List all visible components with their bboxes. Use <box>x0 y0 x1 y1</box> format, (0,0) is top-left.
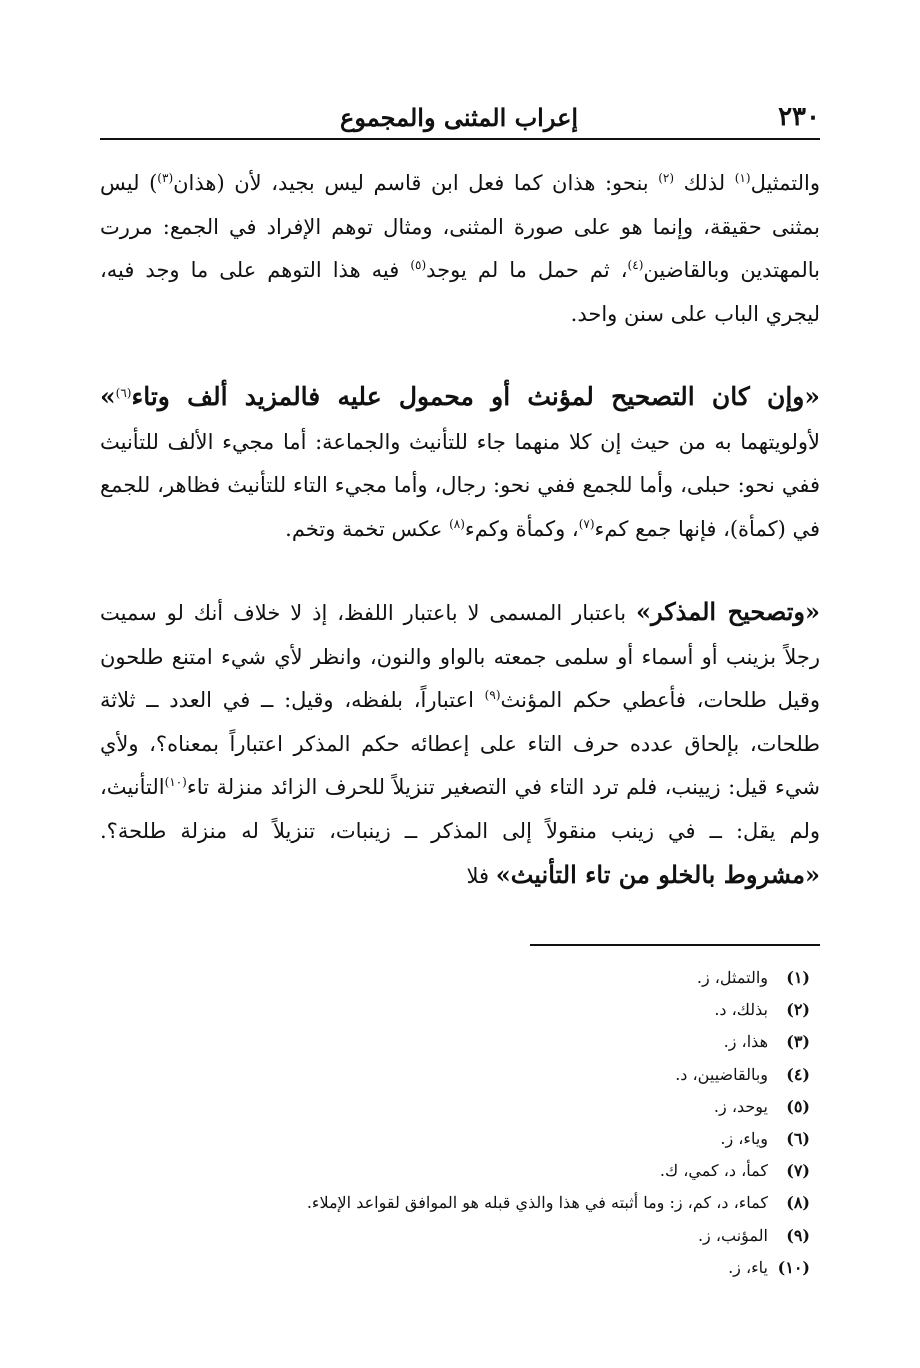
footnote-text: كمأ، د، كمي، ك. <box>659 1161 768 1181</box>
text-run: ، وكمأة وكمء <box>464 516 579 541</box>
section-heading: » <box>100 382 116 411</box>
footnote-number: (٥) <box>786 1096 810 1116</box>
body-text <box>100 162 820 899</box>
footnote <box>100 1220 810 1252</box>
footnote <box>100 1187 810 1219</box>
footnote-number: (٣) <box>786 1032 810 1052</box>
text-run: فيه هذا التوهم على ما وجد فيه، ليجري الباب على سنن واحد. <box>100 258 820 326</box>
text-run: ) ليس بمثنى حقيقة، وإنما هو على صورة المثنى، ومثال توهم الإفراد في الجمع: مررت بالمهتدين وبالقاضين <box>100 171 820 282</box>
footnote <box>100 1059 810 1091</box>
footnote-text: وياء، ز. <box>720 1129 768 1149</box>
footnote-ref: (٣) <box>157 171 174 185</box>
text-run: اعتباراً، بلفظه، وقيل: ــ في العدد ــ ثلاثة طلحات، بإلحاق عدده حرف التاء على إعطائه حكم المذكر اعتباراً بمعناه؟، ولأي شيء قيل: زيينب، فلم ترد التاء في التصغير تنزيلاً للحرف الزائد منزلة تاء <box>100 688 820 799</box>
footnote-number: (١) <box>786 968 810 987</box>
footnote <box>100 994 810 1026</box>
text-run: لذلك <box>674 171 735 195</box>
footnote-number: (٤) <box>786 1064 810 1084</box>
bold-phrase: «وتصحيح المذكر» <box>635 597 820 626</box>
footnote <box>100 1123 810 1155</box>
footnote <box>100 1155 810 1187</box>
text-run: عكس تخمة وتخم. <box>285 516 450 541</box>
footnote-text: يوحد، ز. <box>713 1096 768 1116</box>
text-run: والتمثيل <box>750 171 820 195</box>
footnote-text: المؤنب، ز. <box>697 1225 768 1245</box>
footnote-text: ياء، ز. <box>728 1257 768 1277</box>
footnote-number: (٩) <box>786 1225 810 1245</box>
footnote-number: (١٠) <box>777 1257 810 1277</box>
footnote-number: (٦) <box>786 1129 810 1149</box>
footnote-ref: (١) <box>734 171 751 185</box>
footnote-text: وبالقاضيين، د. <box>675 1064 768 1084</box>
footnote-text: كماء، د، كم، ز: وما أثبته في هذا والذي قبله هو الموافق لقواعد الإملاء. <box>306 1193 768 1213</box>
text-run: بنحو: هذان كما فعل ابن قاسم ليس بجيد، لأن (هذان <box>173 171 659 195</box>
footnote-ref: (٢) <box>658 171 675 185</box>
footnotes-list <box>100 962 810 1284</box>
footnote-number: (٢) <box>786 1000 810 1020</box>
footnote-number: (٨) <box>786 1193 810 1213</box>
footnote-ref: (٦) <box>115 386 132 400</box>
text-run: فلا <box>466 864 496 888</box>
footnote-text: والتمثل، ز. <box>696 968 768 987</box>
footnote <box>100 1252 810 1284</box>
footnote-ref: (٨) <box>449 516 465 531</box>
footnote-ref: (١٠) <box>164 775 187 789</box>
footnote-ref: (٤) <box>627 258 644 272</box>
text-run: التأنيث، ولم يقل: ــ في زينب منقولاً إلى المذكر ــ زينبات، تنزيلاً له منزلة طلحة؟. <box>100 775 820 843</box>
footnote-text: هذا، ز. <box>723 1032 768 1052</box>
footnote-ref: (٩) <box>484 688 501 702</box>
bold-phrase: «مشروط بالخلو من تاء التأنيث» <box>495 860 820 889</box>
footnote-number: (٧) <box>786 1161 810 1181</box>
footnote-text: بذلك، د. <box>714 1000 768 1020</box>
paragraph <box>100 162 820 336</box>
footnote-divider <box>530 944 820 946</box>
text-run: ، ثم حمل ما لم يوجد <box>426 258 628 282</box>
footnote-ref: (٥) <box>410 258 427 272</box>
page-number: ٢٣٠ <box>778 102 820 132</box>
text-run: لأولويتهما به من حيث إن كلا منهما جاء للتأنيث والجماعة: أما مجيء الألف للتأنيث ففي نحو: حبلى، وأما للجمع ففي نحو: رجال، وأما مجيء التاء للتأنيث فظاهر، للجمع في (كمأة)، فإنها جمع كمء <box>100 429 820 541</box>
paragraph <box>100 375 820 551</box>
running-title: إعراب المثنى والمجموع <box>340 103 579 132</box>
page-header <box>100 100 820 140</box>
text-run: باعتبار المسمى لا باعتبار اللفظ، إذ لا خلاف أنك لو سميت رجلاً بزينب أو أسماء أو سلمى جمعته بالواو والنون، وانظر لأي شيء امتنع طلحون وقيل طلحات، فأعطي حكم المؤنث <box>100 601 820 712</box>
footnote <box>100 1091 810 1123</box>
footnote-ref: (٧) <box>578 516 595 531</box>
paragraph <box>100 590 820 899</box>
footnote <box>100 962 810 994</box>
footnote <box>100 1026 810 1058</box>
section-heading: «وإن كان التصحيح لمؤنث أو محمول عليه فالمزيد ألف وتاء <box>131 382 820 411</box>
